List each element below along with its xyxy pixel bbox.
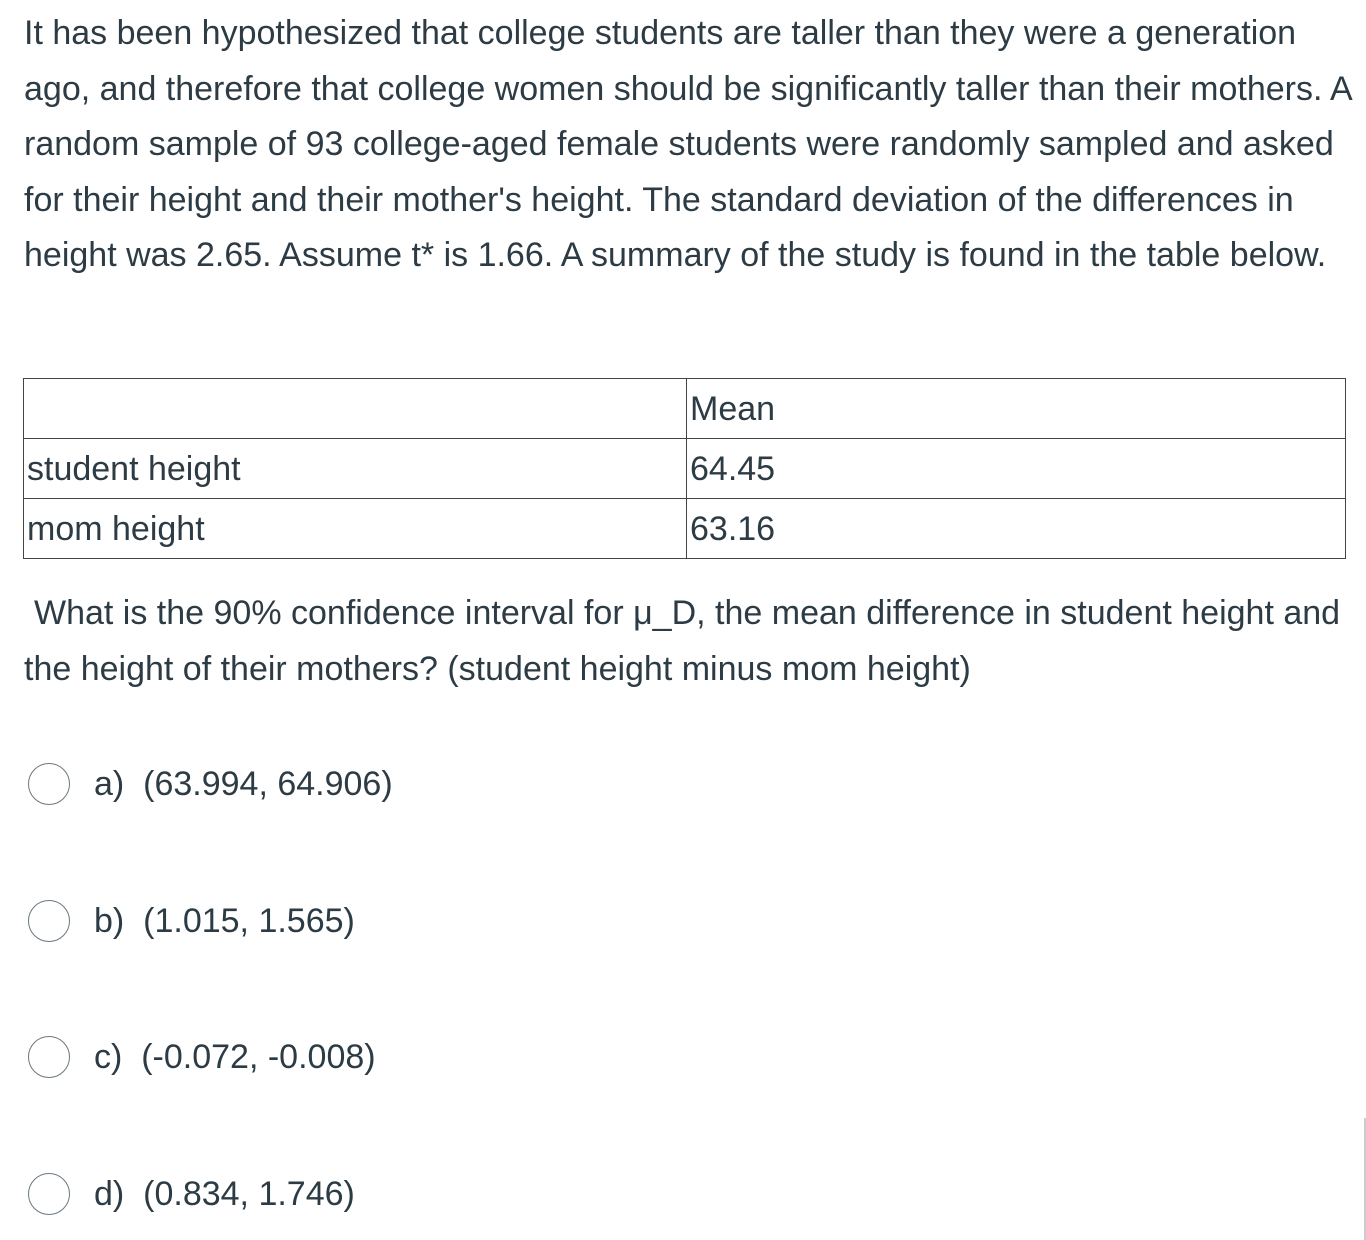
table-header-blank	[24, 379, 687, 439]
answer-option-d[interactable]	[28, 1173, 355, 1215]
table-header-row	[24, 379, 1346, 439]
question-text: It has been hypothesized that college students are taller than they were a generation ago, and therefore that college women should be significantly taller than their mothers. A random sample of 93 college-aged female students were randomly sampled and asked for their height and their mother's height. The standard deviation of the differences in height was 2.65. Assume t* is 1.66. A summary of the study is found in the table below.	[24, 14, 1351, 274]
answer-option-a[interactable]	[28, 763, 393, 805]
row-label: mom height	[24, 499, 687, 559]
radio-button-c[interactable]	[28, 1036, 70, 1078]
row-label: student height	[24, 439, 687, 499]
table-row	[24, 439, 1346, 499]
row-mean: 63.16	[687, 499, 1346, 559]
answer-option-b[interactable]	[28, 900, 355, 942]
table-header-mean: Mean	[687, 379, 1346, 439]
question-prompt: What is the 90% confidence interval for μ_D, the mean difference in student height and the height of their mothers? (student height minus mom height)	[24, 594, 1341, 688]
summary-table	[23, 378, 1346, 559]
radio-button-a[interactable]	[28, 763, 70, 805]
answer-label-d: d) (0.834, 1.746)	[94, 1174, 355, 1213]
answer-label-a: a) (63.994, 64.906)	[94, 764, 393, 803]
answer-label-b: b) (1.015, 1.565)	[94, 901, 355, 940]
table-row	[24, 499, 1346, 559]
row-mean: 64.45	[687, 439, 1346, 499]
radio-button-b[interactable]	[28, 900, 70, 942]
radio-button-d[interactable]	[28, 1173, 70, 1215]
answer-label-c: c) (-0.072, -0.008)	[94, 1037, 376, 1076]
answer-option-c[interactable]	[28, 1036, 376, 1078]
